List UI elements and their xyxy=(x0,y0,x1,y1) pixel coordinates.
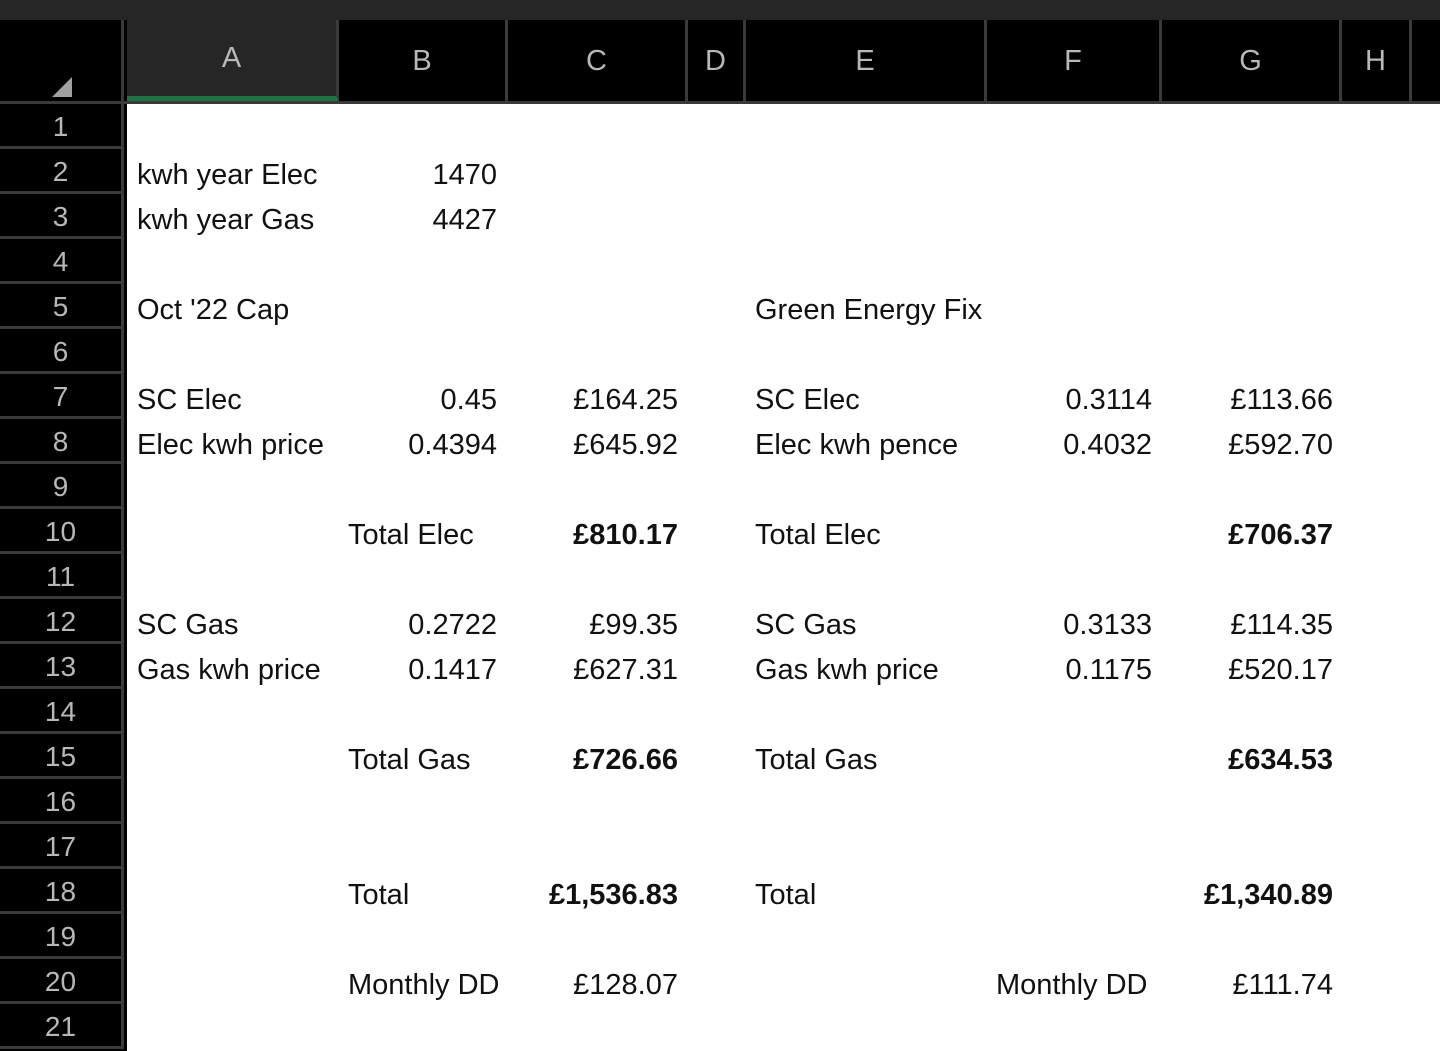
sheet-grid[interactable] xyxy=(127,104,1440,1051)
select-all-triangle-icon xyxy=(52,77,72,97)
cell-b2[interactable]: 1470 xyxy=(432,159,497,191)
row-header-13[interactable]: 13 xyxy=(0,644,124,689)
column-header-h[interactable]: H xyxy=(1342,20,1412,102)
cell-b20[interactable]: Monthly DD xyxy=(348,969,500,1001)
row-header-7[interactable]: 7 xyxy=(0,374,124,419)
cell-a13[interactable]: Gas kwh price xyxy=(137,654,321,686)
cell-g15[interactable]: £634.53 xyxy=(1228,744,1333,776)
cell-a2[interactable]: kwh year Elec xyxy=(137,159,318,191)
cell-f13[interactable]: 0.1175 xyxy=(1065,654,1152,686)
column-header-b[interactable]: B xyxy=(339,20,508,102)
cell-b15[interactable]: Total Gas xyxy=(348,744,471,776)
row-header-14[interactable]: 14 xyxy=(0,689,124,734)
cell-e7[interactable]: SC Elec xyxy=(755,384,860,416)
row-header-20[interactable]: 20 xyxy=(0,959,124,1004)
row-header-15[interactable]: 15 xyxy=(0,734,124,779)
row-header-1[interactable]: 1 xyxy=(0,104,124,149)
cell-e13[interactable]: Gas kwh price xyxy=(755,654,939,686)
cell-g20[interactable]: £111.74 xyxy=(1232,969,1333,1001)
cell-e10[interactable]: Total Elec xyxy=(755,519,881,551)
column-header-e[interactable]: E xyxy=(746,20,987,102)
cell-f7[interactable]: 0.3114 xyxy=(1065,384,1152,416)
cell-f12[interactable]: 0.3133 xyxy=(1063,609,1152,641)
cell-a3[interactable]: kwh year Gas xyxy=(137,204,315,236)
row-header-21[interactable]: 21 xyxy=(0,1004,124,1049)
cell-f8[interactable]: 0.4032 xyxy=(1063,429,1152,461)
top-bar xyxy=(0,0,1440,20)
row-header-8[interactable]: 8 xyxy=(0,419,124,464)
row-header-10[interactable]: 10 xyxy=(0,509,124,554)
column-header-i[interactable] xyxy=(1412,20,1440,102)
row-header-2[interactable]: 2 xyxy=(0,149,124,194)
cell-g18[interactable]: £1,340.89 xyxy=(1203,879,1333,911)
cell-c8[interactable]: £645.92 xyxy=(573,429,678,461)
cell-g13[interactable]: £520.17 xyxy=(1228,654,1333,686)
cell-g12[interactable]: £114.35 xyxy=(1230,609,1333,641)
row-header-4[interactable]: 4 xyxy=(0,239,124,284)
cell-e8[interactable]: Elec kwh pence xyxy=(755,429,959,461)
cell-c18[interactable]: £1,536.83 xyxy=(548,879,678,911)
column-header-d[interactable]: D xyxy=(688,20,746,102)
cell-g7[interactable]: £113.66 xyxy=(1230,384,1333,416)
row-header-18[interactable]: 18 xyxy=(0,869,124,914)
cell-c13[interactable]: £627.31 xyxy=(573,654,678,686)
row-header-3[interactable]: 3 xyxy=(0,194,124,239)
cell-a7[interactable]: SC Elec xyxy=(137,384,242,416)
select-all-corner[interactable] xyxy=(0,20,124,102)
cell-g10[interactable]: £706.37 xyxy=(1228,519,1333,551)
cell-b12[interactable]: 0.2722 xyxy=(408,609,497,641)
cell-a8[interactable]: Elec kwh price xyxy=(137,429,324,461)
cell-f20[interactable]: Monthly DD xyxy=(996,969,1148,1001)
cell-b13[interactable]: 0.1417 xyxy=(408,654,497,686)
row-header-11[interactable]: 11 xyxy=(0,554,124,599)
row-header-19[interactable]: 19 xyxy=(0,914,124,959)
cell-c15[interactable]: £726.66 xyxy=(573,744,678,776)
cell-c7[interactable]: £164.25 xyxy=(573,384,678,416)
row-header-5[interactable]: 5 xyxy=(0,284,124,329)
column-header-c[interactable]: C xyxy=(508,20,688,102)
cell-c12[interactable]: £99.35 xyxy=(589,609,678,641)
cell-b8[interactable]: 0.4394 xyxy=(408,429,497,461)
cell-b7[interactable]: 0.45 xyxy=(440,384,497,416)
row-header-12[interactable]: 12 xyxy=(0,599,124,644)
cell-e15[interactable]: Total Gas xyxy=(755,744,878,776)
row-header-17[interactable]: 17 xyxy=(0,824,124,869)
cell-b10[interactable]: Total Elec xyxy=(348,519,474,551)
cell-a12[interactable]: SC Gas xyxy=(137,609,239,641)
cell-c20[interactable]: £128.07 xyxy=(573,969,678,1001)
row-header-16[interactable]: 16 xyxy=(0,779,124,824)
cell-b18[interactable]: Total xyxy=(348,879,410,911)
cell-e5[interactable]: Green Energy Fix xyxy=(755,294,983,326)
cell-a5[interactable]: Oct '22 Cap xyxy=(137,294,290,326)
column-header-f[interactable]: F xyxy=(987,20,1162,102)
cell-g8[interactable]: £592.70 xyxy=(1228,429,1333,461)
row-header-6[interactable]: 6 xyxy=(0,329,124,374)
cell-c10[interactable]: £810.17 xyxy=(573,519,678,551)
cell-e12[interactable]: SC Gas xyxy=(755,609,857,641)
column-header-a[interactable]: A xyxy=(127,20,339,102)
column-header-g[interactable]: G xyxy=(1162,20,1342,102)
row-header-9[interactable]: 9 xyxy=(0,464,124,509)
cell-e18[interactable]: Total xyxy=(755,879,817,911)
cell-b3[interactable]: 4427 xyxy=(432,204,497,236)
